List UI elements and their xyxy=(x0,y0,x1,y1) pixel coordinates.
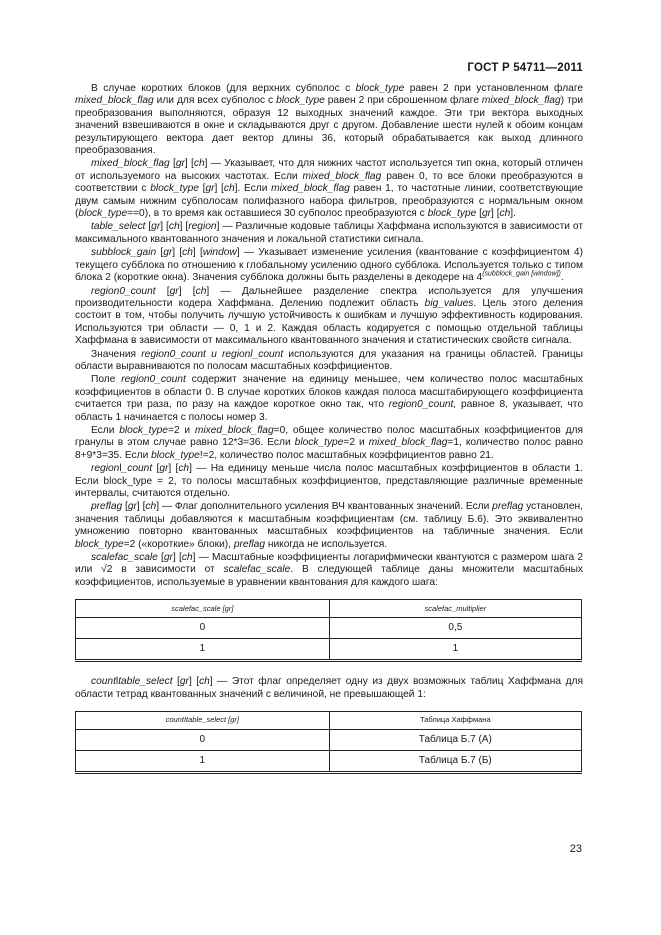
table-row xyxy=(76,639,582,661)
paragraph-count1-table-select: countltable_select [gr] [ch] — Этот флаг определяет одну из двух возможных таблиц Хаффмана для области тетрад квантованных значений с величиной, не превышающей 1: xyxy=(75,676,583,700)
paragraph-table-select: table_select [gr] [ch] [region] — Различные кодовые таблицы Хаффмана используются в зависимости от максимального квантованного значения и локальной статистики сигнала. xyxy=(75,221,583,245)
scalefac-multiplier-table xyxy=(75,599,582,662)
table-cell: 1 xyxy=(76,751,330,773)
table-cell: 1 xyxy=(76,639,330,661)
table-header-cell: scalefac_multiplier xyxy=(329,600,581,618)
paragraph-mixed-block-flag: mixed_block_flag [gr] [ch] — Указывает, что для нижних частот используется тип окна, который отличен от используемого на высоких частотах. Если mixed_block_flag равен 0, то все блоки преобразуются в соответствии с block_type [gr] [ch]. Если mixed_block_flag равен 1, то частотные линии, соответствующие двум самым нижним субполосам полифазного набора фильтров, преобразуются с нормальным окном (block_type==0), в то время как оставшиеся 30 субполос преобразуются с block_type [gr] [ch]. xyxy=(75,158,584,220)
huffman-table-select-table xyxy=(75,711,582,774)
table-header-row xyxy=(76,600,582,618)
document-header: ГОСТ Р 54711—2011 xyxy=(467,62,583,74)
paragraph-region0-field: Поле region0_count содержит значение на единицу меньшее, чем количество полос масштабных коэффициентов в области 0. В случае коротких блоков каждая полоса масштабирующего коэффициента считается три раза, по разу на каждое короткое окно так, что region0_count, равное 8, указывает, что область 1 начинается с полосы номер 3. xyxy=(75,374,583,423)
table-cell: 0 xyxy=(76,618,330,639)
paragraph-short-blocks: В случае коротких блоков (для верхних субполос с block_type равен 2 при установленном флаге mixed_block_flag или для всех субполос с block_type равен 2 при сброшенном флаге mixed_block_flag) три преобразования выполняются, образуя 12 выходных значений каждое. Эти три вектора выходных значений взвешиваются в окне и складываются друг с другом. Добавление шести нулей к обоим концам результирующего вектора дает вектор длины 36, который обрабатывается как выход длинного преобразования. xyxy=(75,83,584,157)
table-header-cell: scalefac_scale [gr] xyxy=(76,600,330,618)
paragraph-preflag: preflag [gr] [ch] — Флаг дополнительного усиления ВЧ квантованных значений. Если preflag установлен, значения таблицы добавляются к масштабным коэффициентам (см. таблицу Б.6). Это эквивалентно умножению повторно квантованных масштабных коэффициентов на табличные значения. Если block_type=2 («короткие» блоки), preflag никогда не используется. xyxy=(75,501,583,550)
table-header-cell: Таблица Хаффмана xyxy=(329,712,581,730)
table-cell: 0,5 xyxy=(329,618,581,639)
table-cell: 0 xyxy=(76,730,330,751)
page-body xyxy=(75,83,583,788)
table-cell: Таблица Б.7 (А) xyxy=(329,730,581,751)
table-header-cell: countItable_select [gr] xyxy=(76,712,330,730)
paragraph-block-type-counts: Если block_type=2 и mixed_block_flag=0, общее количество полос масштабных коэффициентов для гранулы в этом случае равно 12*3=36. Если block_type=2 и mixed_block_flag=1, количество полос равно 8+9*3=35. Если block_type!=2, количество полос масштабных коэффициентов равно 21. xyxy=(75,424,583,461)
table-row xyxy=(76,730,582,751)
table-row xyxy=(76,618,582,639)
paragraph-region0-count: region0_count [gr] [ch] — Дальнейшее разделение спектра используется для улучшения производительности кодера Хаффмана. Делению подлежит область big_values. Цель этого деления состоит в том, чтобы получить лучшую устойчивость к ошибкам и лучшую эффективность кодирования. Используются три области — 0, 1 и 2. Каждая область кодируется с помощью отдельной таблицы Хаффмана в зависимости от максимального квантованного значения и статистических свойств сигнала. xyxy=(75,285,583,347)
paragraph-subblock-gain: subblock_gain [gr] [ch] [window] — Указывает изменение усиления (квантование с коэффициентом 4) текущего субблока по отношению к глобальному усилению одного субблока. Используется только с типом блока 2 (короткие окна). Значения субблока должны быть разделены в декодере на $4^{(subblock\_gain [window])}$. xyxy=(75,247,583,284)
table-header-row xyxy=(76,712,582,730)
paragraph-region-values: Значения region0_count и regionl_count используются для указания на границы областей. Границы области выравниваются по полосам масштабных коэффициентов. xyxy=(75,348,583,372)
paragraph-scalefac-scale: scalefac_scale [gr] [ch] — Масштабные коэффициенты логарифмически квантуются с размером шага 2 или √2 в зависимости от scalefac_scale. В следующей таблице даны множители масштабных коэффициентов, используемые в уравнении квантования для каждого шага: xyxy=(75,552,583,588)
page-number: 23 xyxy=(569,843,582,855)
table-cell: Таблица Б.7 (Б) xyxy=(329,751,581,773)
exponent-subblock-gain: (subblock_gain [window]) xyxy=(482,270,561,278)
table-row xyxy=(76,751,582,773)
paragraph-region1-count: regionl_count [gr] [ch] — На единицу меньше числа полос масштабных коэффициентов в области 1. Если block_type = 2, то полосы масштабных коэффициентов, представляющие различные временные интервалы, считаются отдельно. xyxy=(75,463,583,499)
table-cell: 1 xyxy=(329,639,581,661)
